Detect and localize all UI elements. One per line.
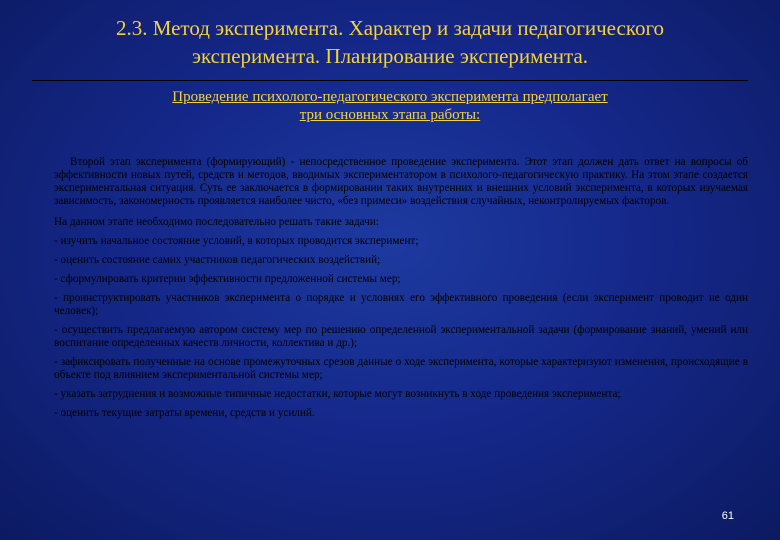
task-item-8: - оценить текущие затраты времени, средств и усилий. (54, 407, 315, 419)
slide-subtitle-line-2: три основных этапа работы: (299, 107, 481, 123)
slide-number: 61 (721, 510, 734, 522)
tasks-intro: На данном этапе необходимо последовательно решать такие задачи: (54, 216, 379, 228)
task-item-1: - изучить начальное состояние условий, в которых проводится эксперимент; (54, 235, 419, 247)
task-item-6: - зафиксировать полученные на основе промежуточных срезов данные о ходе эксперимента, которые характеризуют изменения, происходящие в объекте под влиянием экспериментальной системы мер; (54, 356, 748, 381)
slide-subtitle-line-1: Проведение психолого-педагогического эксперимента предполагает (172, 89, 608, 105)
task-item-4: - проинструктировать участников эксперимента о порядке и условиях его эффективного проведения (если эксперимент проводит не один человек); (54, 292, 748, 317)
slide-title (30, 14, 750, 70)
slide-title-line-1: 2.3. Метод эксперимента. Характер и задачи педагогического (115, 16, 665, 40)
task-item-5: - осуществить предлагаемую автором систему мер по решению определенной экспериментальной задачи (формирование знаний, умений или воспитание определенных качеств личности, коллектива и др.); (54, 324, 748, 349)
slide-subtitle (60, 88, 720, 124)
task-item-7: - указать затруднения и возможные типичные недостатки, которые могут возникнуть в ходе проведения эксперимента; (54, 388, 621, 400)
task-item-2: - оценить состояние самих участников педагогических воздействий; (54, 254, 381, 266)
slide-body (54, 156, 748, 426)
slide-title-line-2: эксперимента. Планирование эксперимента. (191, 44, 589, 68)
task-item-3: - сформулировать критерии эффективности предложенной системы мер; (54, 273, 401, 285)
main-paragraph: Второй этап эксперимента (формирующий) - непосредственное проведение эксперимента. Этот этап должен дать ответ на вопросы об эффективности новых путей, средств и методов, вводимых экспериментатором в психолого-педагогическую практику. На этом этапе создается экспериментальная ситуация. Суть ее заключается в формировании таких внутренних и внешних условий эксперимента, в которых изучаемая зависимость, закономерность проявляется наиболее чисто, «без примеси» воздействия случайных, неконтролируемых факторов. (54, 156, 748, 207)
title-divider (32, 80, 748, 81)
